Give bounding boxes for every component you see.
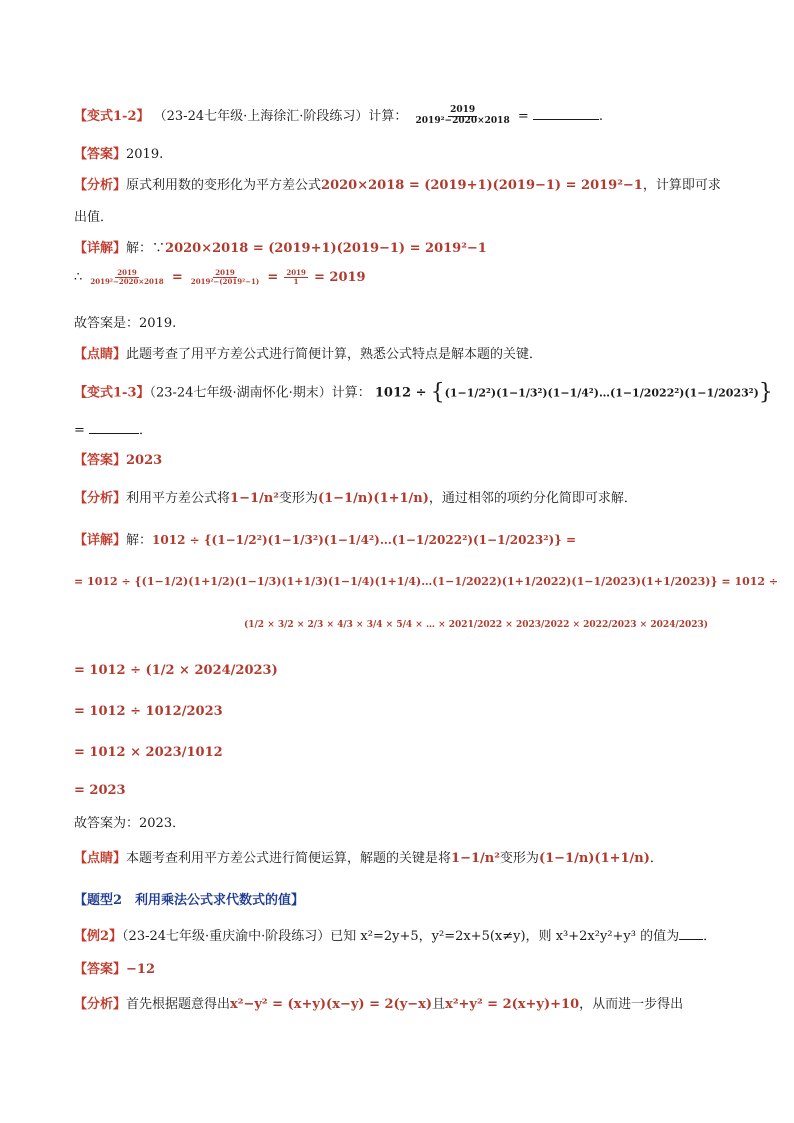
comment-1-3: 【点睛】本题考查利用平方差公式进行简便运算，解题的关键是将1−1/n²变形为(1−1/n)(1+1/n)． xyxy=(74,851,663,866)
analysis-1-2: 【分析】原式利用数的变形化为平方差公式2020×2018 = (2019+1)(2019−1) = 2019²−1，计算即可求 xyxy=(74,178,721,193)
variant-tag: 【变式1-2】 xyxy=(74,108,150,124)
detail-1-3-line7: = 2023 xyxy=(74,783,126,798)
fraction-1: $\frac{2019}{\text{2019²−2020×2018}}$ xyxy=(90,268,164,286)
example-2-question: 【例2】（23-24七年级·重庆渝中·阶段练习）已知 x²=2y+5，y²=2x+5(x≠y)，则 x³+2x²y²+y³ 的值为 ． xyxy=(74,929,717,944)
detail-1-3-line1: 【详解】解：1012 ÷ {(1−1/2²)(1−1/3²)(1−1/4²)…(1−1/2022²)(1−1/2023²)} = xyxy=(74,533,577,548)
conclusion-1-3: 故答案为：2023． xyxy=(74,816,186,831)
detail-1-3-line3: (1/2 × 3/2 × 2/3 × 4/3 × 3/4 × 5/4 × … × 2021/2022 × 2023/2022 × 2022/2023 × 2024/2023) xyxy=(244,620,709,630)
fraction-3: $\frac{2019}{1}$ xyxy=(286,268,306,286)
answer-1-3: 【答案】2023 xyxy=(74,453,163,468)
answer-1-2: 【答案】2019. xyxy=(74,147,164,162)
conclusion-1-2: 故答案是：2019. xyxy=(74,316,177,331)
variant-1-2-question: 【变式1-2】 （23-24七年级·上海徐汇·阶段练习）计算： $\frac{2019}{\text{2019²−2020×2018}}$ = . xyxy=(74,105,604,126)
answer-blank xyxy=(89,421,139,434)
question-source: （23-24七年级·上海徐汇·阶段练习）计算： xyxy=(153,108,408,124)
detail-1-3-line6: = 1012 × 2023/1012 xyxy=(74,745,223,760)
analysis-1-3: 【分析】利用平方差公式将1−1/n²变形为(1−1/n)(1+1/n)，通过相邻的项约分化简即可求解． xyxy=(74,491,637,506)
fraction-2: $\frac{2019}{\text{2019²−(2019²−1)}}$ xyxy=(190,268,260,286)
question-fraction: $\frac{2019}{\text{2019²−2020×2018}}$ xyxy=(415,105,510,126)
analysis-1-2-cont: 出值． xyxy=(74,210,114,225)
detail-1-2: 【详解】解：∵2020×2018 = (2019+1)(2019−1) = 2019²−1 xyxy=(74,241,487,256)
variant-1-3-blank: = ． xyxy=(74,423,153,438)
detail-1-3-line4: = 1012 ÷ (1/2 × 2024/2023) xyxy=(74,663,278,678)
analysis-2: 【分析】首先根据题意得出x²−y² = (x+y)(x−y) = 2(y−x)且x²+y² = 2(x+y)+10，从而进一步得出 xyxy=(74,997,684,1012)
variant-1-3-question: 【变式1-3】（23-24七年级·湖南怀化·期末）计算： 1012 ÷ {(1−1/2²)(1−1/3²)(1−1/4²)…(1−1/2022²)(1−1/2023²)} xyxy=(74,380,773,405)
detail-1-3-line2: = 1012 ÷ {(1−1/2)(1+1/2)(1−1/3)(1+1/3)(1−1/4)(1+1/4)…(1−1/2022)(1+1/2022)(1−1/2023)(1+1/2023)} = 1012 ÷ xyxy=(74,575,779,588)
detail-1-3-line5: = 1012 ÷ 1012/2023 xyxy=(74,704,223,719)
answer-blank xyxy=(679,927,703,940)
detail-1-2-fractions: ∴ $\frac{2019}{\text{2019²−2020×2018}}$ = $\frac{2019}{\text{2019²−(2019²−1)}}$ = $\frac{2019}{1}$ = 2019 xyxy=(74,268,366,286)
answer-blank xyxy=(533,107,599,120)
topic-2-heading: 【题型2 利用乘法公式求代数式的值】 xyxy=(74,893,305,908)
answer-2: 【答案】−12 xyxy=(74,962,155,977)
comment-1-2: 【点睛】此题考查了用平方差公式进行简便计算，熟悉公式特点是解本题的关键． xyxy=(74,347,543,362)
